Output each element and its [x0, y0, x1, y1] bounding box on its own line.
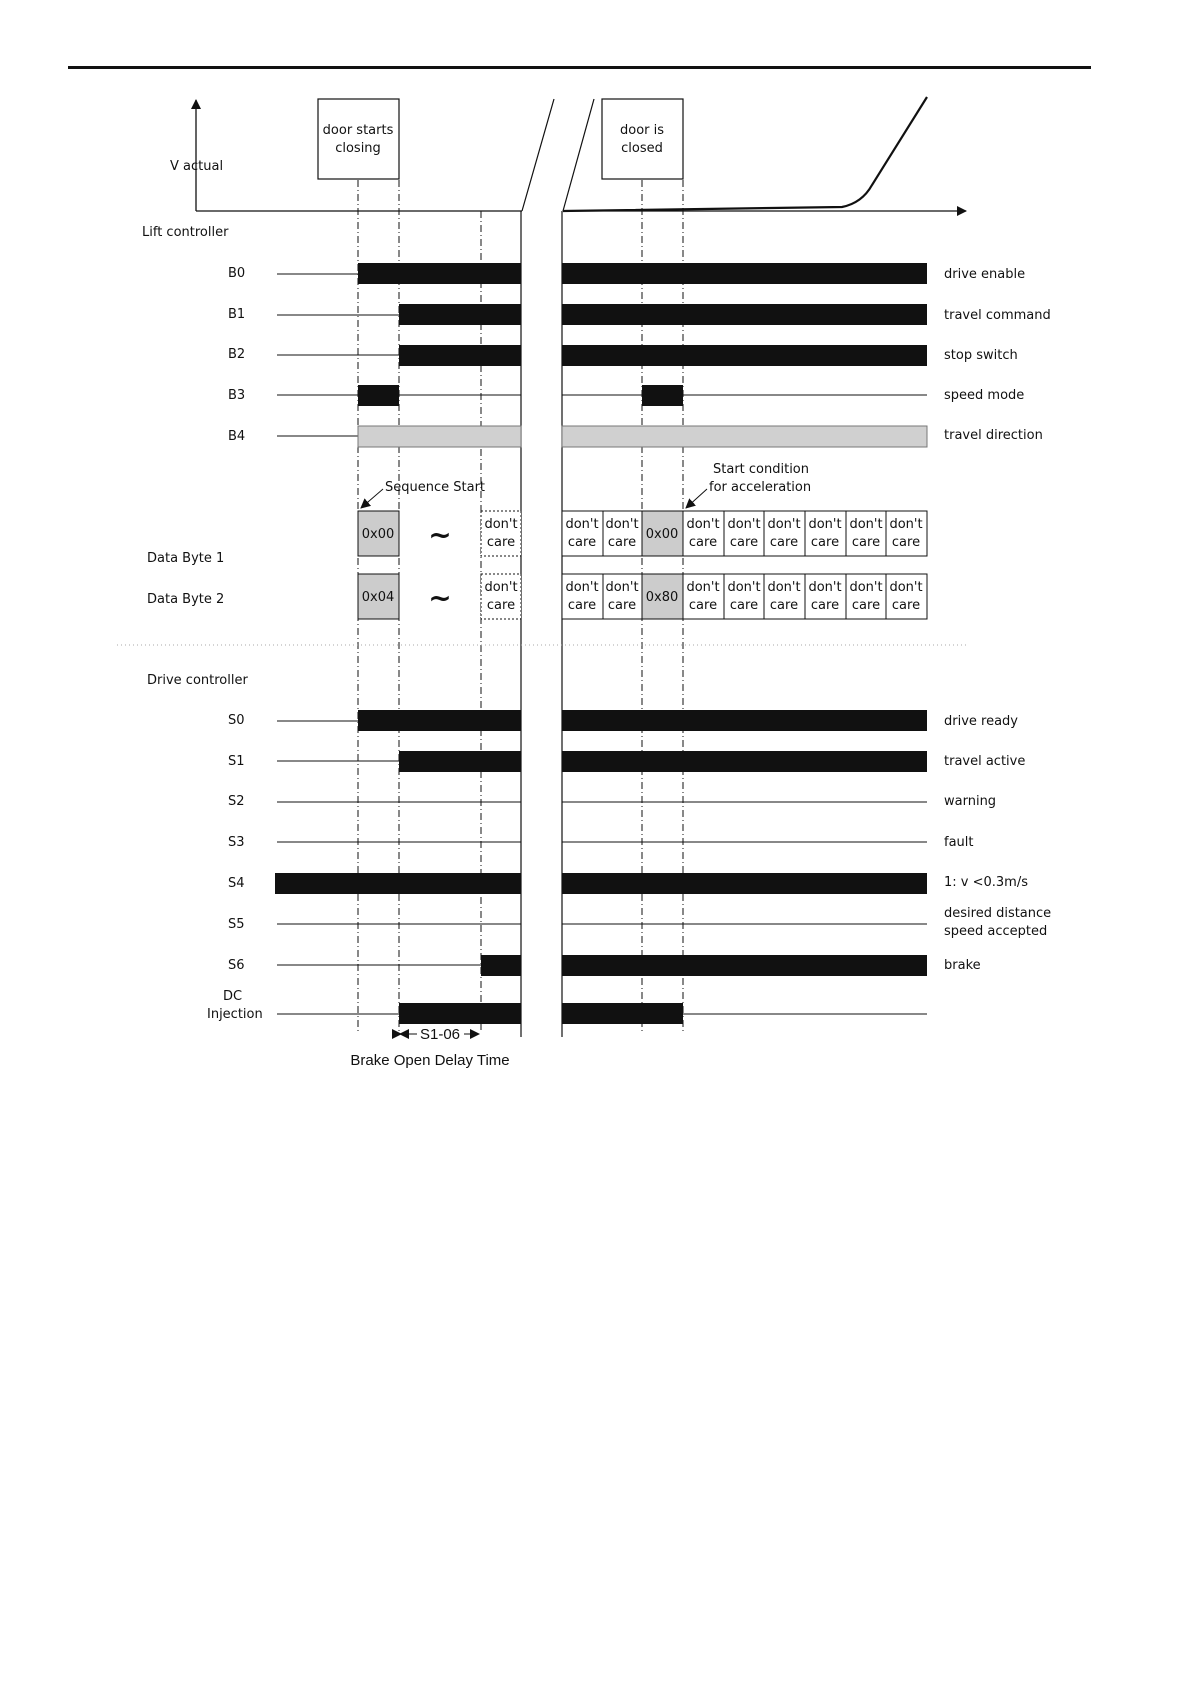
signal-s6-desc: brake — [944, 958, 981, 973]
signal-b1 — [228, 304, 1051, 325]
signal-b2-bar-2 — [562, 345, 927, 366]
byte1-value-1: 0x00 — [361, 527, 395, 542]
data-byte-1-label: Data Byte 1 — [147, 551, 225, 566]
byte1-dca-l2: care — [567, 535, 597, 550]
event-door-is-closed — [602, 99, 683, 179]
signal-b2-bar-1 — [399, 345, 521, 366]
signal-dc-label-line1: DC — [223, 989, 243, 1004]
svg-text:care: care — [688, 535, 718, 550]
signal-dc-injection — [207, 989, 927, 1024]
s1-06-label: S1-06 — [419, 1026, 461, 1043]
signal-s5 — [228, 906, 1051, 939]
signal-b1-desc: travel command — [944, 308, 1051, 323]
signal-b3 — [228, 385, 1024, 406]
signal-s3-label: S3 — [228, 835, 245, 850]
signal-s0-label: S0 — [228, 713, 245, 728]
signal-s5-label: S5 — [228, 917, 245, 932]
svg-text:care: care — [891, 598, 921, 613]
byte1-dca-l1: don't — [565, 517, 599, 532]
byte2-value-2: 0x80 — [645, 590, 679, 605]
svg-text:don't: don't — [808, 580, 842, 595]
svg-text:don't: don't — [849, 580, 883, 595]
signal-b4-label: B4 — [228, 429, 246, 444]
byte1-dcb-l1: don't — [605, 517, 639, 532]
signal-s2-label: S2 — [228, 794, 245, 809]
svg-text:care: care — [486, 598, 516, 613]
svg-text:care: care — [891, 535, 921, 550]
svg-text:don't: don't — [767, 580, 801, 595]
signal-s4-label: S4 — [228, 876, 245, 891]
start-condition-line1: Start condition — [713, 462, 809, 477]
byte1-dcb-l2: care — [607, 535, 637, 550]
svg-text:don't: don't — [686, 517, 720, 532]
start-condition-line2: for acceleration — [709, 480, 812, 495]
section-lift-controller: Lift controller — [142, 225, 229, 240]
svg-text:care: care — [567, 598, 597, 613]
svg-text:don't: don't — [727, 517, 761, 532]
signal-dc-label-line2: Injection — [207, 1007, 263, 1022]
section-drive-controller: Drive controller — [147, 673, 248, 688]
signal-b3-label: B3 — [228, 388, 246, 403]
byte1-dc-pre-l2: care — [486, 535, 516, 550]
signal-b4 — [228, 426, 1043, 447]
svg-text:don't: don't — [484, 580, 518, 595]
brake-open-delay-label: Brake Open Delay Time — [350, 1052, 510, 1069]
signal-s2-desc: warning — [944, 794, 997, 809]
signal-s1-desc: travel active — [944, 754, 1026, 769]
signal-s5-desc-line1: desired distance — [944, 906, 1052, 921]
signal-b4-bar-2 — [562, 426, 927, 447]
svg-text:care: care — [688, 598, 718, 613]
event-door-starts-closing — [318, 99, 399, 179]
byte2-value-1: 0x04 — [361, 590, 395, 605]
svg-text:don't: don't — [849, 517, 883, 532]
signal-s0-desc: drive ready — [944, 714, 1019, 729]
svg-text:don't: don't — [889, 517, 923, 532]
signal-s3 — [228, 835, 974, 850]
signal-s3-desc: fault — [944, 835, 974, 850]
signal-b3-bar-1 — [358, 385, 399, 406]
signal-b0-label: B0 — [228, 266, 246, 281]
signal-b0 — [228, 263, 1025, 284]
svg-text:care: care — [851, 598, 881, 613]
data-byte-2-row — [358, 574, 927, 619]
axis-label: V actual — [170, 159, 224, 174]
signal-b4-bar-1 — [358, 426, 521, 447]
signal-b4-desc: travel direction — [944, 428, 1043, 443]
signal-b3-desc: speed mode — [944, 388, 1025, 403]
signal-b1-label: B1 — [228, 307, 246, 322]
svg-text:don't: don't — [727, 580, 761, 595]
svg-text:care: care — [769, 598, 799, 613]
signal-s1 — [228, 751, 1025, 772]
signal-b1-bar-1 — [399, 304, 521, 325]
event-door-start-line2: closing — [335, 141, 381, 156]
annotation-sequence-start — [361, 480, 485, 508]
data-byte-2-label: Data Byte 2 — [147, 592, 225, 607]
byte1-tilde: ~ — [428, 518, 452, 551]
annotation-start-condition — [686, 462, 811, 508]
svg-text:care: care — [729, 598, 759, 613]
signal-s6 — [228, 955, 981, 976]
svg-text:don't: don't — [686, 580, 720, 595]
signal-s1-label: S1 — [228, 754, 245, 769]
byte1-dc-pre-l1: don't — [484, 517, 518, 532]
svg-text:care: care — [810, 598, 840, 613]
signal-s4 — [228, 873, 1028, 894]
signal-b2-desc: stop switch — [944, 348, 1018, 363]
signal-b2 — [228, 345, 1018, 366]
signal-s4-desc: 1: v <0.3m/s — [944, 875, 1028, 890]
svg-text:care: care — [607, 598, 637, 613]
svg-text:don't: don't — [605, 580, 639, 595]
svg-text:care: care — [851, 535, 881, 550]
data-byte-1-row — [358, 511, 927, 556]
event-door-start-line1: door starts — [322, 123, 394, 138]
svg-text:care: care — [810, 535, 840, 550]
byte2-tilde: ~ — [428, 581, 452, 614]
signal-b0-bar-2 — [562, 263, 927, 284]
signal-s6-label: S6 — [228, 958, 245, 973]
sequence-start-label: Sequence Start — [385, 480, 486, 495]
brake-open-delay — [350, 1026, 509, 1069]
svg-text:care: care — [769, 535, 799, 550]
signal-b0-desc: drive enable — [944, 267, 1026, 282]
signal-b0-bar-1 — [358, 263, 521, 284]
event-door-closed-line2: closed — [621, 141, 663, 156]
svg-text:don't: don't — [808, 517, 842, 532]
signal-b2-label: B2 — [228, 347, 246, 362]
svg-text:don't: don't — [565, 580, 599, 595]
svg-text:don't: don't — [889, 580, 923, 595]
header-rule — [68, 66, 1091, 69]
signal-b3-bar-2 — [642, 385, 683, 406]
signal-s2 — [228, 794, 996, 809]
svg-text:care: care — [729, 535, 759, 550]
svg-text:don't: don't — [767, 517, 801, 532]
event-door-closed-line1: door is — [619, 123, 665, 138]
signal-s0 — [228, 710, 1018, 731]
time-break — [521, 99, 597, 1037]
byte1-value-2: 0x00 — [645, 527, 679, 542]
signal-b1-bar-2 — [562, 304, 927, 325]
signal-s5-desc-line2: speed accepted — [944, 924, 1048, 939]
